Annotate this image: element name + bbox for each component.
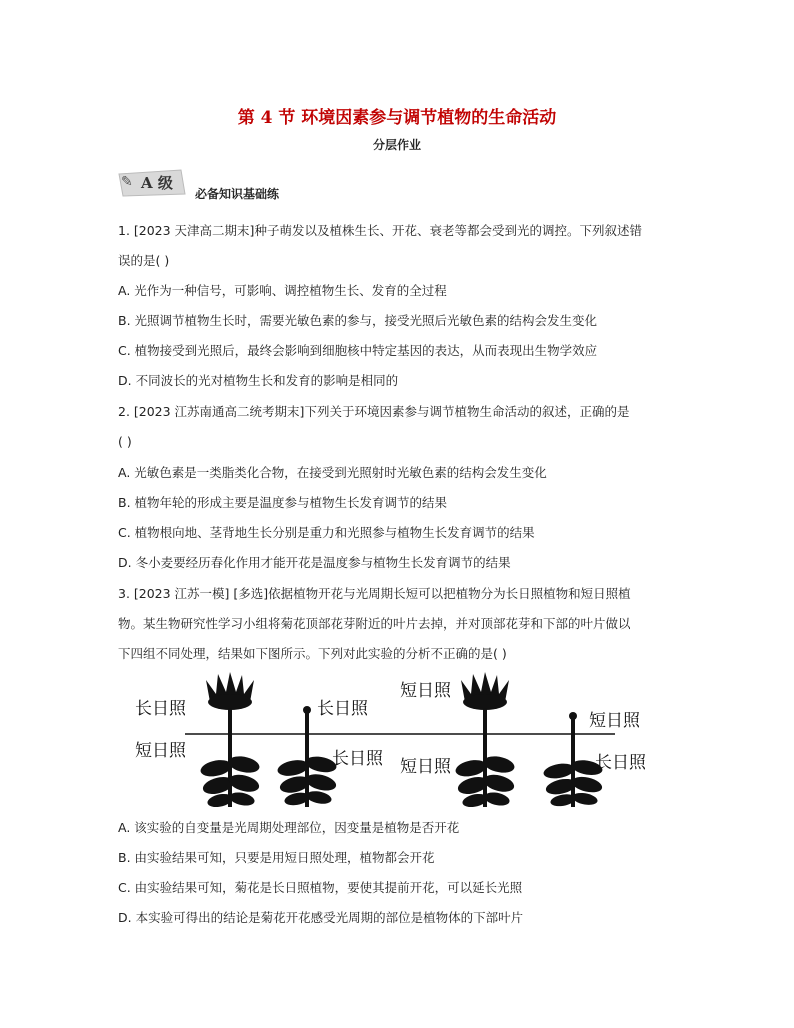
- question-3-option-c: C. 由实验结果可知，菊花是长日照植物，要使其提前开花，可以延长光照: [118, 880, 523, 895]
- question-1-stem: [118, 216, 678, 276]
- question-1-option-c: C. 植物接受到光照后，最终会影响到细胞核中特定基因的表达，从而表现出生物学效应: [118, 343, 598, 358]
- plant-1-bottom-label: 短日照: [135, 741, 186, 761]
- plant-4-bottom-label: 长日照: [595, 753, 646, 773]
- plant-3-flowering: [453, 672, 518, 807]
- question-3-stem-line3: 下四组不同处理，结果如下图所示。下列对此实验的分析不正确的是( ): [118, 646, 507, 661]
- question-2-stem-line1: 2. [2023 江苏南通高二统考期末]下列关于环境因素参与调节植物生命活动的叙述，正确的是: [118, 404, 630, 419]
- page-subtitle: 分层作业: [372, 138, 421, 152]
- question-1-option-a: A. 光作为一种信号，可影响、调控植物生长、发育的全过程: [118, 283, 447, 298]
- question-1-stem-line2: 误的是( ): [118, 253, 170, 268]
- plant-2-bottom-label: 长日照: [332, 749, 383, 769]
- question-2-stem-line2: ( ): [118, 434, 132, 449]
- plant-1-top-label: 长日照: [135, 699, 186, 719]
- question-2-option-b: B. 植物年轮的形成主要是温度参与植物生长发育调节的结果: [118, 495, 448, 510]
- pencil-icon: ✎: [121, 174, 133, 190]
- plant-3-bottom-label: 短日照: [400, 757, 451, 777]
- question-3-option-d: D. 本实验可得出的结论是菊花开花感受光周期的部位是植物体的下部叶片: [118, 910, 524, 925]
- plant-2-bud: [275, 706, 340, 807]
- question-3-stem-line1: 3. [2023 江苏一模] [多选]依据植物开花与光周期长短可以把植物分为长日照植物和短日照植: [118, 586, 631, 601]
- plant-3-top-label: 短日照: [400, 681, 451, 701]
- question-1-option-d: D. 不同波长的光对植物生长和发育的影响是相同的: [118, 373, 399, 388]
- plant-4-top-label: 短日照: [589, 711, 640, 731]
- plant-1-flowering: [198, 672, 263, 807]
- plant-2-top-label: 长日照: [317, 699, 368, 719]
- question-1-option-b: B. 光照调节植物生长时，需要光敏色素的参与，接受光照后光敏色素的结构会发生变化: [118, 313, 598, 328]
- photoperiod-figure: [125, 672, 675, 807]
- question-3-stem: [118, 579, 678, 669]
- section-title: 必备知识基础练: [195, 187, 280, 201]
- question-2-option-c: C. 植物根向地、茎背地生长分别是重力和光照参与植物生长发育调节的结果: [118, 525, 535, 540]
- level-badge-label: A 级: [141, 174, 173, 192]
- question-2-option-a: A. 光敏色素是一类脂类化合物，在接受到光照射时光敏色素的结构会发生变化: [118, 465, 547, 480]
- question-3-option-a: A. 该实验的自变量是光周期处理部位，因变量是植物是否开花: [118, 820, 460, 835]
- page-title: 第 4 节 环境因素参与调节植物的生命活动: [237, 108, 557, 128]
- question-3-stem-line2: 物。某生物研究性学习小组将菊花顶部花芽附近的叶片去掉，并对顶部花芽和下部的叶片做以: [118, 616, 631, 631]
- question-1-stem-line1: 1. [2023 天津高二期末]种子萌发以及植株生长、开花、衰老等都会受到光的调控。下列叙述错: [118, 223, 642, 238]
- question-2-option-d: D. 冬小麦要经历春化作用才能开花是温度参与植物生长发育调节的结果: [118, 555, 511, 570]
- question-3-option-b: B. 由实验结果可知，只要是用短日照处理，植物都会开花: [118, 850, 435, 865]
- question-2-stem: [118, 397, 678, 457]
